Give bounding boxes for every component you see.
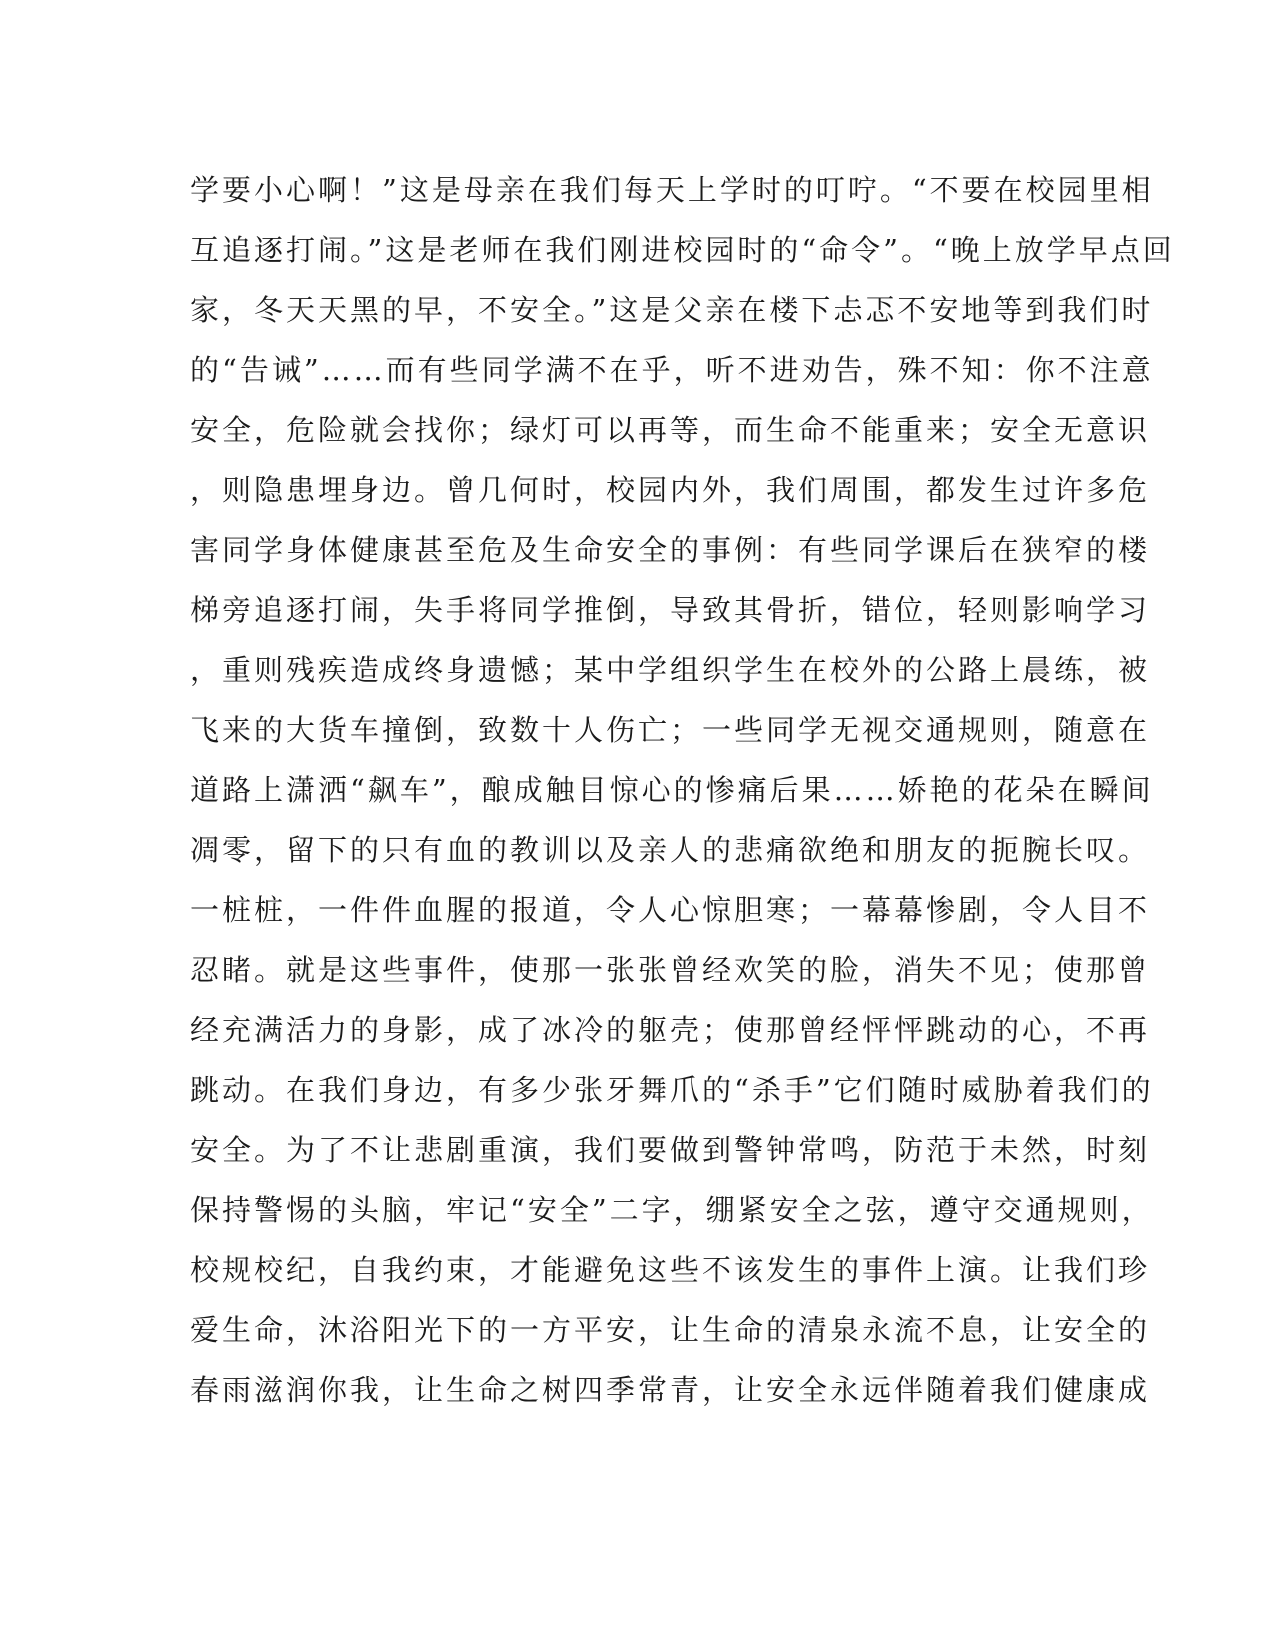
text-line: 春雨滋润你我，让生命之树四季常青，让安全永远伴随着我们健康成 (190, 1373, 1151, 1407)
text-line: 害同学身体健康甚至危及生命安全的事例：有些同学课后在狭窄的楼 (190, 533, 1151, 567)
text-line: 安全，危险就会找你；绿灯可以再等，而生命不能重来；安全无意识 (190, 413, 1151, 447)
text-line: 一桩桩，一件件血腥的报道，令人心惊胆寒；一幕幕惨剧，令人目不 (190, 893, 1151, 927)
text-line: 的“告诫”……而有些同学满不在乎，听不进劝告，殊不知：你不注意 (190, 353, 1154, 387)
text-line: 梯旁追逐打闹，失手将同学推倒，导致其骨折，错位，轻则影响学习 (190, 593, 1151, 627)
text-line: ，则隐患埋身边。曾几何时，校园内外，我们周围，都发生过许多危 (190, 473, 1151, 507)
text-line: 忍睹。就是这些事件，使那一张张曾经欢笑的脸，消失不见；使那曾 (190, 953, 1151, 987)
text-line: 互追逐打闹。”这是老师在我们刚进校园时的“命令”。“晚上放学早点回 (190, 233, 1175, 267)
text-line: ，重则残疾造成终身遗憾；某中学组织学生在校外的公路上晨练，被 (190, 653, 1151, 687)
text-line: 家，冬天天黑的早，不安全。”这是父亲在楼下忐忑不安地等到我们时 (190, 293, 1154, 327)
text-line: 校规校纪，自我约束，才能避免这些不该发生的事件上演。让我们珍 (190, 1253, 1151, 1287)
text-line: 跳动。在我们身边，有多少张牙舞爪的“杀手”它们随时威胁着我们的 (190, 1073, 1154, 1107)
text-line: 安全。为了不让悲剧重演，我们要做到警钟常鸣，防范于未然，时刻 (190, 1133, 1151, 1167)
text-line: 爱生命，沐浴阳光下的一方平安，让生命的清泉永流不息，让安全的 (190, 1313, 1151, 1347)
text-line: 凋零，留下的只有血的教训以及亲人的悲痛欲绝和朋友的扼腕长叹。 (190, 833, 1151, 867)
text-line: 飞来的大货车撞倒，致数十人伤亡；一些同学无视交通规则，随意在 (190, 713, 1151, 747)
body-text (190, 170, 1175, 1430)
text-line: 道路上潇洒“飙车”，酿成触目惊心的惨痛后果……娇艳的花朵在瞬间 (190, 773, 1154, 807)
text-line: 经充满活力的身影，成了冰冷的躯壳；使那曾经怦怦跳动的心，不再 (190, 1013, 1151, 1047)
text-line: 保持警惕的头脑，牢记“安全”二字，绷紧安全之弦，遵守交通规则， (190, 1193, 1154, 1227)
text-line: 学要小心啊！”这是母亲在我们每天上学时的叮咛。“不要在校园里相 (190, 173, 1154, 207)
